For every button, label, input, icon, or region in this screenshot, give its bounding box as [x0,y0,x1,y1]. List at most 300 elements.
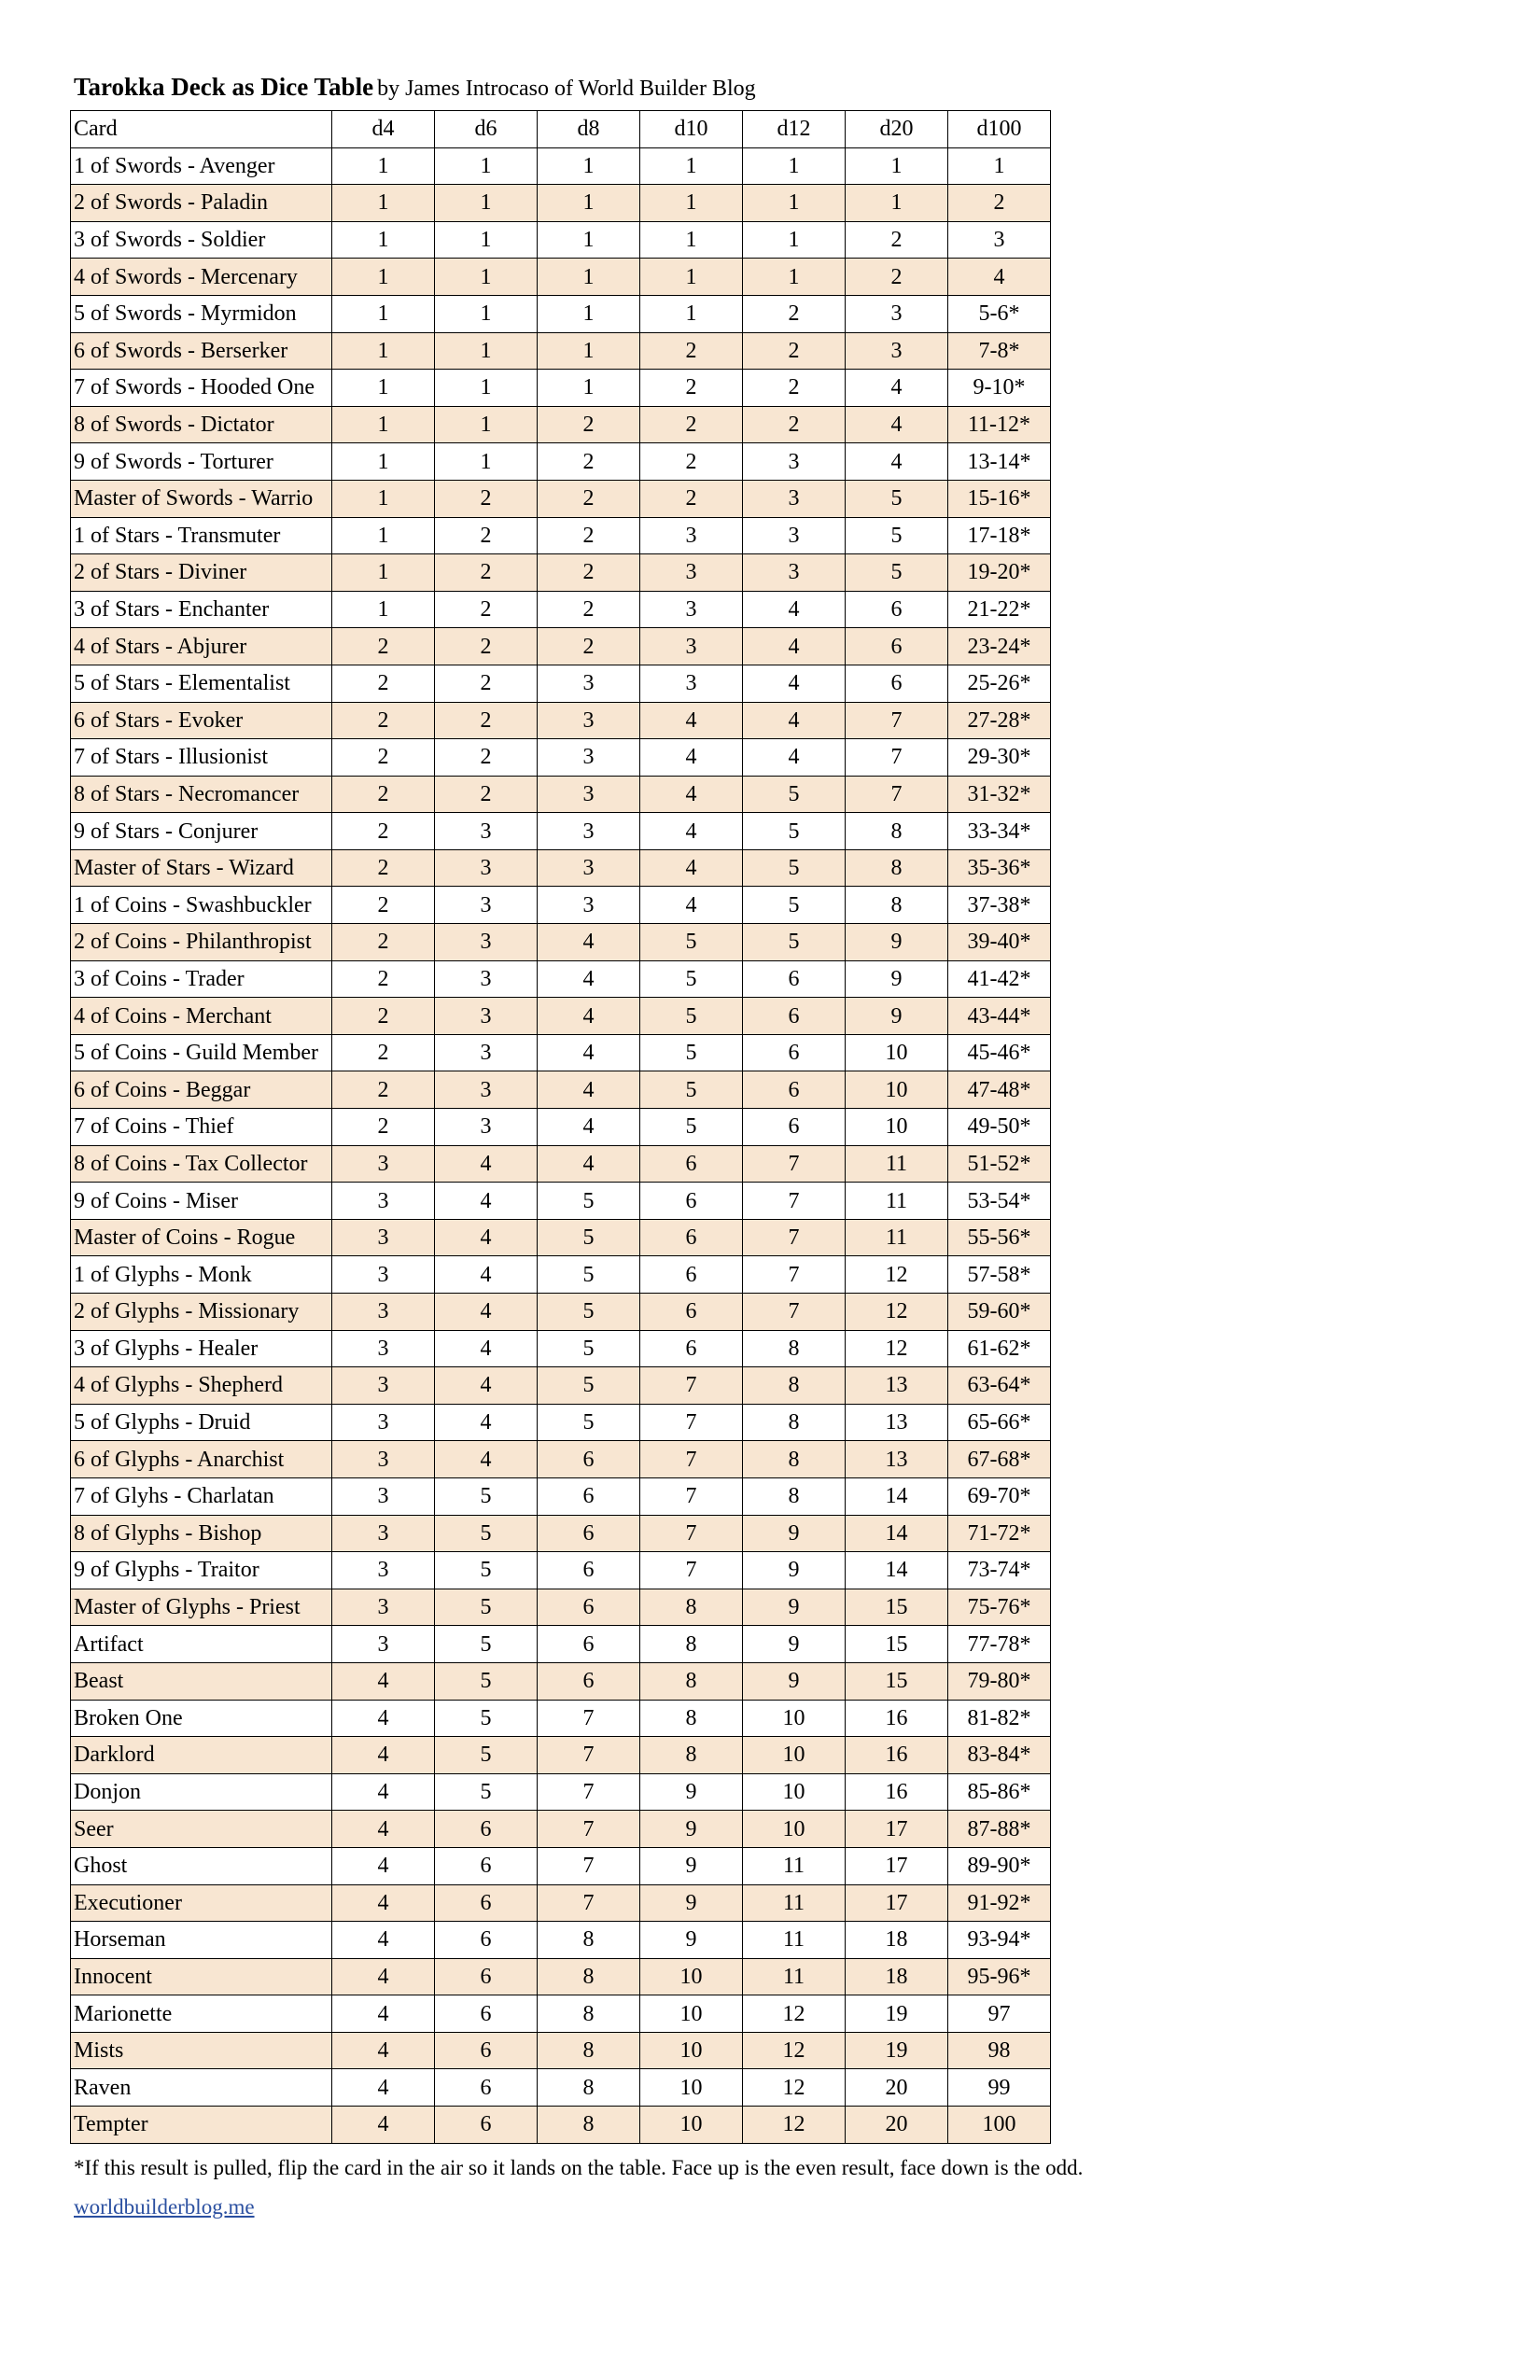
cell-d6: 5 [435,1515,538,1552]
footnote: *If this result is pulled, flip the card in the air so it lands on the table. Face up is the even result, face down is the odd. [74,2156,1084,2179]
cell-d10: 8 [640,1589,743,1626]
cell-d4: 1 [332,332,435,370]
cell-d20: 4 [846,406,948,443]
cell-d8: 7 [538,1811,640,1848]
cell-d12: 2 [743,370,846,407]
table-row [71,591,1051,628]
cell-d12: 2 [743,406,846,443]
cell-card: 6 of Stars - Evoker [71,702,332,739]
cell-d6: 6 [435,2107,538,2144]
cell-card: Horseman [71,1922,332,1959]
cell-d12: 6 [743,960,846,998]
cell-d6: 3 [435,1071,538,1109]
cell-d100: 1 [948,147,1051,185]
table-row [71,1995,1051,2033]
cell-d10: 4 [640,702,743,739]
cell-d100: 69-70* [948,1477,1051,1515]
table-row [71,554,1051,592]
cell-d100: 67-68* [948,1441,1051,1478]
cell-d6: 1 [435,295,538,332]
cell-d100: 97 [948,1995,1051,2033]
cell-d20: 19 [846,2032,948,2069]
cell-d12: 12 [743,2107,846,2144]
cell-d20: 16 [846,1700,948,1737]
cell-d100: 51-52* [948,1145,1051,1183]
cell-card: 9 of Swords - Torturer [71,443,332,481]
cell-d10: 6 [640,1183,743,1220]
cell-d100: 61-62* [948,1330,1051,1367]
cell-d12: 1 [743,147,846,185]
cell-d8: 2 [538,554,640,592]
cell-d100: 73-74* [948,1552,1051,1589]
cell-d8: 7 [538,1847,640,1884]
cell-d8: 5 [538,1294,640,1331]
cell-d10: 6 [640,1330,743,1367]
cell-d20: 17 [846,1811,948,1848]
cell-d8: 4 [538,1034,640,1071]
cell-d12: 3 [743,443,846,481]
cell-d4: 4 [332,1811,435,1848]
cell-d10: 10 [640,1958,743,1995]
cell-d10: 3 [640,517,743,554]
cell-d8: 2 [538,406,640,443]
cell-d4: 1 [332,443,435,481]
cell-d100: 21-22* [948,591,1051,628]
cell-d100: 98 [948,2032,1051,2069]
cell-d6: 1 [435,406,538,443]
cell-card: Darklord [71,1737,332,1774]
cell-d100: 79-80* [948,1662,1051,1700]
cell-d8: 2 [538,517,640,554]
cell-d20: 11 [846,1145,948,1183]
cell-d8: 7 [538,1773,640,1811]
table-row [71,1884,1051,1922]
cell-d20: 15 [846,1662,948,1700]
cell-d6: 2 [435,554,538,592]
cell-d4: 1 [332,480,435,517]
cell-d10: 5 [640,1071,743,1109]
cell-d100: 91-92* [948,1884,1051,1922]
cell-d8: 8 [538,2032,640,2069]
cell-d20: 18 [846,1958,948,1995]
cell-d8: 6 [538,1662,640,1700]
table-row [71,259,1051,296]
cell-d12: 2 [743,295,846,332]
cell-d8: 6 [538,1515,640,1552]
cell-d12: 7 [743,1219,846,1256]
cell-d100: 83-84* [948,1737,1051,1774]
cell-d10: 9 [640,1773,743,1811]
cell-d8: 5 [538,1219,640,1256]
cell-d10: 1 [640,221,743,259]
cell-d100: 77-78* [948,1626,1051,1663]
cell-d8: 8 [538,1922,640,1959]
cell-d8: 8 [538,1995,640,2033]
cell-d6: 6 [435,1811,538,1848]
cell-d8: 1 [538,185,640,222]
cell-d20: 18 [846,1922,948,1959]
cell-d10: 8 [640,1737,743,1774]
cell-card: Artifact [71,1626,332,1663]
cell-d100: 43-44* [948,998,1051,1035]
cell-d6: 4 [435,1330,538,1367]
cell-d20: 12 [846,1330,948,1367]
cell-d4: 3 [332,1294,435,1331]
cell-d4: 3 [332,1145,435,1183]
table-row [71,1330,1051,1367]
cell-d12: 9 [743,1662,846,1700]
cell-d6: 4 [435,1404,538,1441]
cell-d6: 5 [435,1737,538,1774]
cell-card: 3 of Stars - Enchanter [71,591,332,628]
cell-d4: 2 [332,665,435,702]
cell-d12: 6 [743,1034,846,1071]
table-row [71,221,1051,259]
cell-d100: 29-30* [948,739,1051,777]
cell-d6: 3 [435,813,538,850]
cell-d20: 11 [846,1183,948,1220]
cell-d10: 10 [640,2069,743,2107]
cell-card: 7 of Swords - Hooded One [71,370,332,407]
cell-d12: 4 [743,591,846,628]
cell-card: 7 of Coins - Thief [71,1109,332,1146]
cell-d12: 4 [743,739,846,777]
cell-d10: 5 [640,924,743,961]
cell-d20: 15 [846,1626,948,1663]
cell-d10: 1 [640,259,743,296]
table-row [71,1589,1051,1626]
cell-d4: 1 [332,147,435,185]
table-row [71,1109,1051,1146]
cell-d12: 1 [743,185,846,222]
cell-d4: 3 [332,1552,435,1589]
cell-d20: 15 [846,1589,948,1626]
cell-d4: 3 [332,1626,435,1663]
header-d20: d20 [846,111,948,148]
cell-d12: 3 [743,554,846,592]
header-d100: d100 [948,111,1051,148]
cell-d10: 5 [640,998,743,1035]
cell-d10: 4 [640,739,743,777]
cell-d4: 3 [332,1515,435,1552]
cell-d100: 53-54* [948,1183,1051,1220]
cell-d10: 2 [640,332,743,370]
cell-card: Broken One [71,1700,332,1737]
cell-card: 1 of Coins - Swashbuckler [71,887,332,924]
cell-d12: 8 [743,1330,846,1367]
header-card: Card [71,111,332,148]
cell-d100: 81-82* [948,1700,1051,1737]
cell-d10: 6 [640,1145,743,1183]
cell-d12: 12 [743,1995,846,2033]
cell-d100: 15-16* [948,480,1051,517]
table-row [71,849,1051,887]
cell-d20: 10 [846,1109,948,1146]
cell-d8: 1 [538,147,640,185]
cell-d6: 1 [435,147,538,185]
table-row [71,628,1051,665]
table-row [71,1477,1051,1515]
cell-card: Master of Glyphs - Priest [71,1589,332,1626]
cell-d10: 4 [640,849,743,887]
cell-d8: 4 [538,960,640,998]
cell-d4: 2 [332,998,435,1035]
cell-d10: 3 [640,665,743,702]
cell-d12: 11 [743,1922,846,1959]
cell-d6: 5 [435,1773,538,1811]
cell-d4: 2 [332,1034,435,1071]
cell-d12: 4 [743,665,846,702]
cell-d100: 27-28* [948,702,1051,739]
cell-d20: 10 [846,1034,948,1071]
cell-d6: 5 [435,1700,538,1737]
cell-card: 5 of Stars - Elementalist [71,665,332,702]
cell-d4: 4 [332,1662,435,1700]
table-row [71,776,1051,813]
cell-d8: 6 [538,1441,640,1478]
cell-d12: 5 [743,887,846,924]
cell-d6: 3 [435,887,538,924]
table-row [71,702,1051,739]
cell-d6: 2 [435,739,538,777]
cell-d100: 89-90* [948,1847,1051,1884]
cell-d100: 3 [948,221,1051,259]
cell-d4: 3 [332,1367,435,1405]
cell-d10: 8 [640,1700,743,1737]
cell-d6: 6 [435,1958,538,1995]
cell-d100: 5-6* [948,295,1051,332]
cell-d100: 87-88* [948,1811,1051,1848]
cell-d20: 14 [846,1552,948,1589]
cell-d12: 5 [743,776,846,813]
cell-d8: 6 [538,1477,640,1515]
cell-d8: 2 [538,443,640,481]
cell-d100: 85-86* [948,1773,1051,1811]
cell-d4: 3 [332,1256,435,1294]
cell-d8: 1 [538,259,640,296]
cell-d10: 10 [640,2107,743,2144]
table-row [71,1773,1051,1811]
cell-d4: 2 [332,739,435,777]
cell-d20: 14 [846,1515,948,1552]
cell-d12: 8 [743,1404,846,1441]
cell-d6: 6 [435,1922,538,1959]
cell-d4: 1 [332,185,435,222]
cell-d8: 2 [538,591,640,628]
table-row [71,480,1051,517]
cell-d12: 1 [743,221,846,259]
cell-d20: 9 [846,998,948,1035]
cell-d20: 8 [846,887,948,924]
cell-card: 2 of Stars - Diviner [71,554,332,592]
cell-d12: 6 [743,1109,846,1146]
cell-card: Marionette [71,1995,332,2033]
cell-d8: 7 [538,1737,640,1774]
cell-card: Tempter [71,2107,332,2144]
cell-d8: 6 [538,1552,640,1589]
cell-card: Mists [71,2032,332,2069]
cell-d4: 2 [332,813,435,850]
cell-d10: 3 [640,554,743,592]
cell-card: 4 of Coins - Merchant [71,998,332,1035]
cell-d4: 3 [332,1183,435,1220]
header-d4: d4 [332,111,435,148]
cell-d100: 13-14* [948,443,1051,481]
header-row [71,111,1051,148]
cell-d20: 5 [846,517,948,554]
cell-d100: 17-18* [948,517,1051,554]
cell-d100: 45-46* [948,1034,1051,1071]
cell-d8: 2 [538,480,640,517]
cell-card: 9 of Coins - Miser [71,1183,332,1220]
cell-d8: 3 [538,665,640,702]
cell-d20: 5 [846,554,948,592]
cell-d100: 33-34* [948,813,1051,850]
cell-d4: 3 [332,1330,435,1367]
cell-d100: 65-66* [948,1404,1051,1441]
cell-d20: 20 [846,2069,948,2107]
cell-d8: 5 [538,1330,640,1367]
cell-card: Donjon [71,1773,332,1811]
cell-d8: 4 [538,924,640,961]
cell-d6: 2 [435,628,538,665]
cell-d6: 1 [435,443,538,481]
cell-d6: 2 [435,480,538,517]
cell-d8: 1 [538,221,640,259]
cell-d4: 4 [332,1922,435,1959]
cell-d6: 6 [435,2069,538,2107]
cell-d8: 4 [538,1071,640,1109]
cell-d20: 13 [846,1441,948,1478]
cell-d100: 93-94* [948,1922,1051,1959]
cell-d4: 4 [332,2107,435,2144]
table-row [71,517,1051,554]
cell-d8: 7 [538,1884,640,1922]
cell-d10: 9 [640,1922,743,1959]
cell-d20: 8 [846,813,948,850]
cell-d20: 14 [846,1477,948,1515]
cell-d20: 4 [846,370,948,407]
cell-d10: 3 [640,591,743,628]
cell-d12: 7 [743,1256,846,1294]
table-row [71,960,1051,998]
cell-d12: 8 [743,1441,846,1478]
cell-d100: 39-40* [948,924,1051,961]
cell-d20: 2 [846,259,948,296]
cell-d8: 3 [538,813,640,850]
cell-d12: 7 [743,1294,846,1331]
cell-d8: 7 [538,1700,640,1737]
cell-d4: 1 [332,295,435,332]
cell-d20: 19 [846,1995,948,2033]
cell-d4: 4 [332,2069,435,2107]
cell-d4: 2 [332,924,435,961]
cell-d6: 3 [435,960,538,998]
cell-card: 9 of Glyphs - Traitor [71,1552,332,1589]
table-row [71,1958,1051,1995]
cell-d8: 4 [538,998,640,1035]
title-main: Tarokka Deck as Dice Table [74,73,374,101]
cell-d8: 5 [538,1404,640,1441]
cell-d4: 1 [332,554,435,592]
cell-d6: 1 [435,370,538,407]
cell-d12: 9 [743,1626,846,1663]
cell-d100: 63-64* [948,1367,1051,1405]
blog-link[interactable]: worldbuilderblog.me [74,2195,255,2219]
cell-d4: 4 [332,1958,435,1995]
cell-d8: 8 [538,2069,640,2107]
cell-d4: 2 [332,887,435,924]
cell-d10: 7 [640,1477,743,1515]
cell-d20: 9 [846,960,948,998]
cell-d8: 8 [538,2107,640,2144]
cell-d8: 3 [538,776,640,813]
cell-d20: 6 [846,591,948,628]
cell-d100: 11-12* [948,406,1051,443]
cell-d10: 7 [640,1515,743,1552]
cell-d20: 3 [846,332,948,370]
cell-d4: 2 [332,628,435,665]
cell-d6: 4 [435,1183,538,1220]
cell-d100: 37-38* [948,887,1051,924]
cell-d4: 4 [332,1884,435,1922]
cell-card: Executioner [71,1884,332,1922]
cell-card: 3 of Glyphs - Healer [71,1330,332,1367]
cell-card: Raven [71,2069,332,2107]
cell-d100: 25-26* [948,665,1051,702]
cell-d12: 5 [743,924,846,961]
table-row [71,1626,1051,1663]
cell-d6: 6 [435,1847,538,1884]
cell-d100: 57-58* [948,1256,1051,1294]
cell-d8: 1 [538,370,640,407]
table-row [71,1071,1051,1109]
cell-d4: 2 [332,776,435,813]
cell-d10: 8 [640,1626,743,1663]
cell-d6: 3 [435,1109,538,1146]
cell-d100: 71-72* [948,1515,1051,1552]
cell-d12: 5 [743,849,846,887]
cell-d12: 7 [743,1145,846,1183]
cell-d8: 5 [538,1183,640,1220]
cell-card: Master of Coins - Rogue [71,1219,332,1256]
table-row [71,1515,1051,1552]
table-row [71,1737,1051,1774]
cell-d20: 7 [846,702,948,739]
cell-d10: 6 [640,1294,743,1331]
table-row [71,1145,1051,1183]
cell-card: 7 of Stars - Illusionist [71,739,332,777]
table-row [71,813,1051,850]
cell-d10: 7 [640,1441,743,1478]
cell-d4: 4 [332,1773,435,1811]
cell-d6: 2 [435,702,538,739]
cell-d10: 3 [640,628,743,665]
cell-card: 5 of Glyphs - Druid [71,1404,332,1441]
cell-card: 2 of Glyphs - Missionary [71,1294,332,1331]
table-body [71,147,1051,2143]
cell-d10: 4 [640,887,743,924]
cell-d10: 7 [640,1404,743,1441]
cell-d10: 5 [640,1034,743,1071]
cell-d6: 3 [435,998,538,1035]
cell-d10: 2 [640,370,743,407]
cell-d20: 4 [846,443,948,481]
cell-d12: 4 [743,702,846,739]
cell-d4: 1 [332,591,435,628]
dice-table [70,110,1051,2144]
cell-d12: 7 [743,1183,846,1220]
